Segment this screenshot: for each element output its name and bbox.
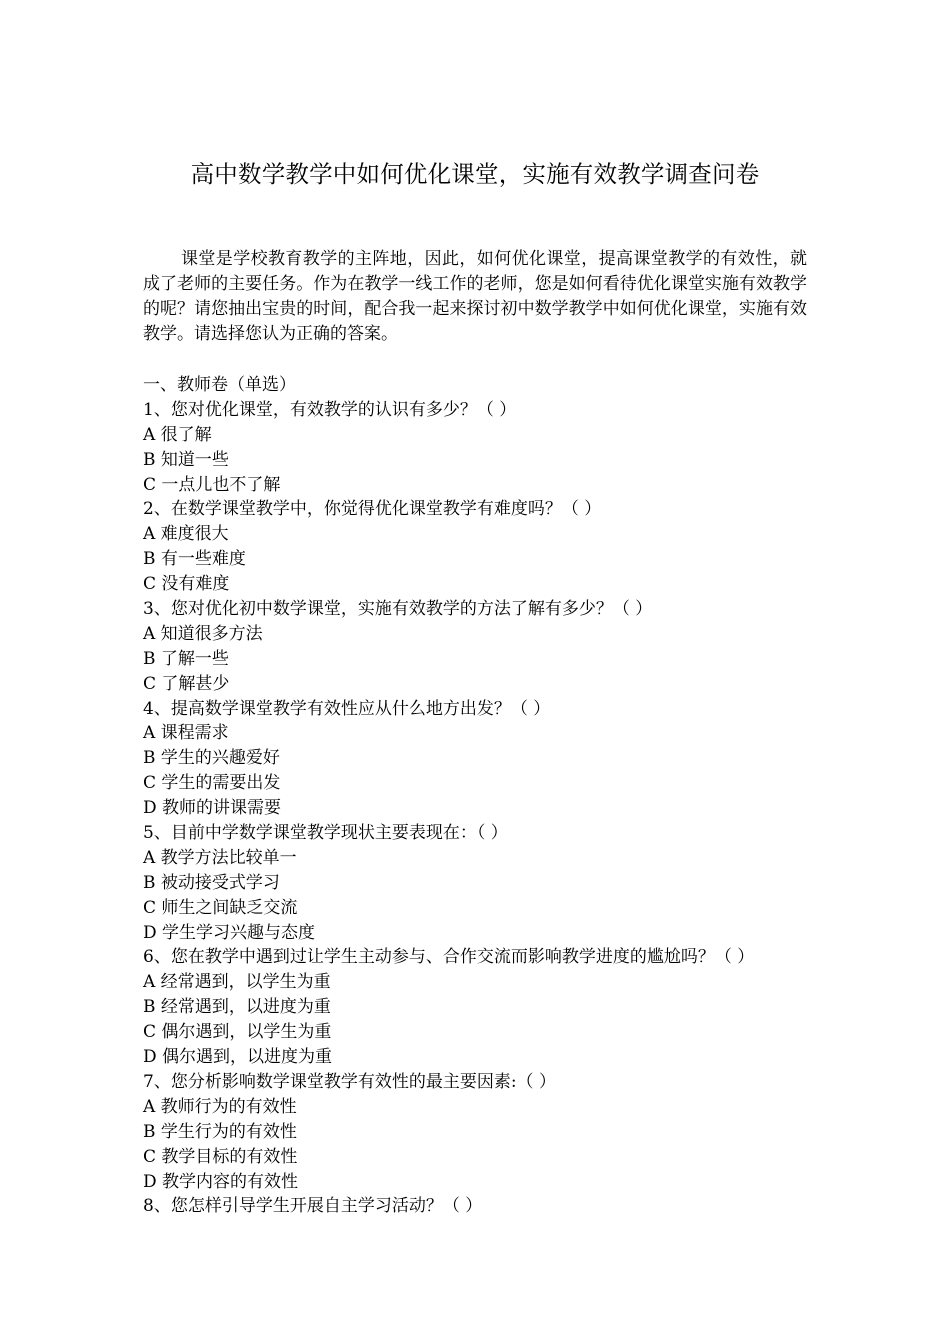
answer-option: D 教学内容的有效性 — [143, 1171, 299, 1192]
answer-option: C 了解甚少 — [143, 673, 230, 694]
question-text: 3、您对优化初中数学课堂，实施有效教学的方法了解有多少？（ ） — [143, 599, 653, 620]
answer-option: D 学生学习兴趣与态度 — [143, 922, 316, 943]
answer-option: A 难度很大 — [143, 524, 229, 545]
answer-option: A 经常遇到，以学生为重 — [143, 972, 331, 993]
answer-option: C 教学目标的有效性 — [143, 1146, 298, 1167]
answer-option: D 教师的讲课需要 — [143, 798, 282, 819]
answer-option: A 课程需求 — [143, 723, 229, 744]
question-2 — [143, 497, 813, 597]
answer-option: A 知道很多方法 — [143, 623, 263, 644]
question-text: 8、您怎样引导学生开展自主学习活动？（ ） — [143, 1196, 483, 1217]
answer-option: B 知道一些 — [143, 449, 229, 470]
question-6 — [143, 945, 813, 1069]
answer-option: C 一点儿也不了解 — [143, 474, 281, 495]
question-list — [143, 398, 813, 1219]
answer-option: A 教师行为的有效性 — [143, 1096, 297, 1117]
question-1 — [143, 398, 813, 498]
question-text: 5、目前中学数学课堂教学现状主要表现在：（ ） — [143, 823, 508, 844]
question-5 — [143, 821, 813, 945]
answer-option: B 学生的兴趣爱好 — [143, 748, 280, 769]
answer-option: B 经常遇到，以进度为重 — [143, 997, 331, 1018]
answer-option: D 偶尔遇到，以进度为重 — [143, 1047, 333, 1068]
answer-option: B 被动接受式学习 — [143, 872, 280, 893]
question-text: 1、您对优化课堂，有效教学的认识有多少？（ ） — [143, 399, 517, 420]
answer-option: C 偶尔遇到，以学生为重 — [143, 1022, 332, 1043]
questionnaire-body — [143, 373, 813, 1219]
answer-option: B 有一些难度 — [143, 549, 246, 570]
question-text: 7、您分析影响数学课堂教学有效性的最主要因素:（ ） — [143, 1071, 556, 1092]
answer-option: C 学生的需要出发 — [143, 773, 281, 794]
section-heading: 一、教师卷（单选） — [143, 375, 296, 395]
answer-option: C 没有难度 — [143, 574, 230, 595]
answer-option: B 了解一些 — [143, 648, 229, 669]
question-7 — [143, 1070, 813, 1194]
question-8 — [143, 1194, 813, 1219]
question-4 — [143, 697, 813, 821]
document-title: 高中数学教学中如何优化课堂，实施有效教学调查问卷 — [190, 160, 760, 188]
answer-option: A 教学方法比较单一 — [143, 847, 297, 868]
question-text: 4、提高数学课堂教学有效性应从什么地方出发？（ ） — [143, 698, 551, 719]
question-text: 2、在数学课堂教学中，你觉得优化课堂教学有难度吗？（ ） — [143, 499, 602, 520]
answer-option: C 师生之间缺乏交流 — [143, 897, 298, 918]
intro-paragraph: 课堂是学校教育教学的主阵地，因此，如何优化课堂，提高课堂教学的有效性，就成了老师的主要任务。作为在教学一线工作的老师，您是如何看待优化课堂实施有效教学的呢？请您抽出宝贵的时间，配合我一起来探讨初中数学教学中如何优化课堂，实施有效教学。请选择您认为正确的答案。 — [143, 249, 807, 344]
question-3 — [143, 597, 813, 697]
question-text: 6、您在教学中遇到过让学生主动参与、合作交流而影响教学进度的尴尬吗？（ ） — [143, 947, 755, 968]
answer-option: B 学生行为的有效性 — [143, 1121, 297, 1142]
answer-option: A 很了解 — [143, 424, 212, 445]
